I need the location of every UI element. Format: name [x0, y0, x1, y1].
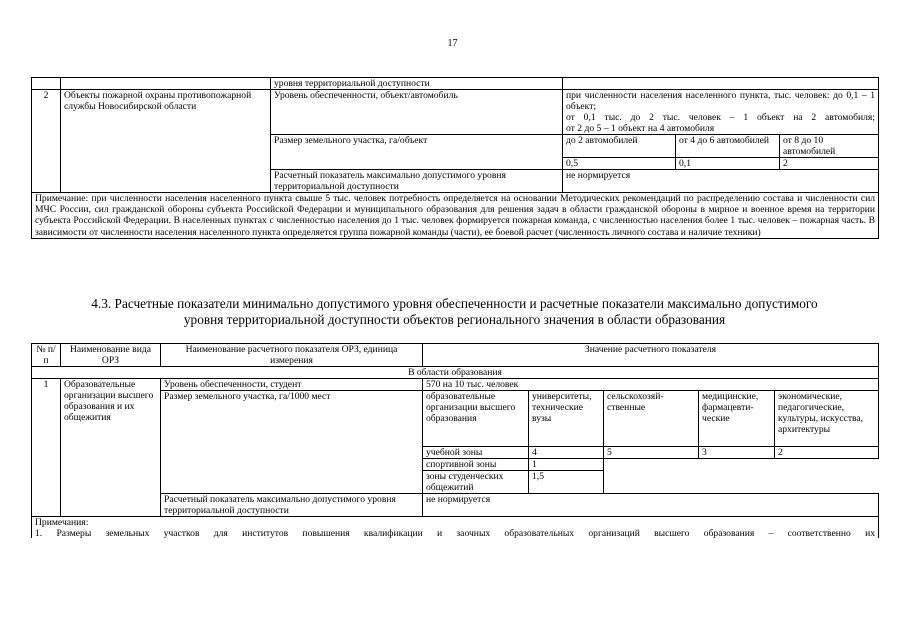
zone-value: 2 — [775, 447, 879, 459]
row-number: 2 — [32, 90, 61, 193]
indicator-cell: уровня территориальной доступности — [271, 78, 563, 90]
type-header: образовательные организации высшего образования — [423, 391, 529, 447]
zone-value: 4 — [529, 447, 604, 459]
note-text: 1. Размеры земельных участков для институтов повышения квалификации и заочных образовательных организаций высшего образования – соответственно их — [35, 528, 875, 539]
zone-value: 1,5 — [529, 471, 604, 494]
header-cell: до 2 автомобилей — [563, 135, 676, 158]
header-name: Наименование вида ОРЗ — [61, 344, 161, 367]
col-header: сельскохозяй-ственные — [604, 391, 699, 447]
zone-name: учебной зоны — [423, 447, 529, 459]
table-row — [32, 78, 879, 90]
header-number: № п/п — [32, 344, 61, 367]
header-cell: от 8 до 10 автомобилей — [780, 135, 879, 158]
value-cell: 570 на 10 тыс. человек — [423, 379, 879, 391]
indicator-cell: Уровень обеспеченности, студент — [161, 379, 423, 391]
indicator-cell: Расчетный показатель максимально допустимого уровня территориальной доступности — [271, 170, 563, 193]
header-indicator: Наименование расчетного показателя ОРЗ, единица измерения — [161, 344, 423, 367]
header-value: Значение расчетного показателя — [423, 344, 879, 367]
zone-value: 5 — [604, 447, 699, 459]
table-header-row — [32, 344, 879, 367]
row-number: 1 — [32, 379, 61, 517]
value-cell: 0,5 — [563, 158, 676, 170]
indicator-cell: Размер земельного участка, га/объект — [271, 135, 563, 170]
object-name: Объекты пожарной охраны противопожарной службы Новосибирской области — [61, 90, 271, 193]
col-header: университеты, технические вузы — [529, 391, 604, 447]
fire-protection-table — [31, 77, 879, 239]
notes-title: Примечания: — [35, 517, 89, 528]
col-header: экономические, педагогические, культуры, искусства, архитектуры — [775, 391, 879, 447]
note-text: Примечание: при численности населения населенного пункта свыше 5 тыс. человек потребность определяется на основании Методических рекомендаций по распределению состава и численности сил МЧС России, сил гражданской обороны субъекта Российской Федерации и муниципального образования для решения задач в области гражданской обороны в мирное и военное время на территории субъекта Российской Федерации. В населенных пунктах с численностью населения до 1 тыс. человек формируется пожарная команда, с численностью населения более 1 тыс. человек – пожарная часть. В зависимости от численности населения населенного пункта определяется группа пожарной команды (части), ее боевой расчет (численность личного состава и наличие техники) — [32, 193, 879, 239]
value-cell: 2 — [780, 158, 879, 170]
group-title: В области образования — [32, 367, 879, 379]
value-cell: при численности населения населенного пункта, тыс. человек: до 0,1 – 1 объект; от 0,1 тыс. до 2 тыс. человек – 1 объект на 2 автомобиля; от 2 до 5 – 1 объект на 4 автомобиля — [563, 90, 879, 135]
zone-value: 1 — [529, 459, 604, 471]
zone-name: спортивной зоны — [423, 459, 529, 471]
zone-name: зоны студенческих общежитий — [423, 471, 529, 494]
notes-cell — [32, 517, 879, 539]
education-table — [31, 343, 879, 538]
indicator-cell: Расчетный показатель максимально допустимого уровня территориальной доступности — [161, 494, 423, 517]
zone-value: 3 — [699, 447, 775, 459]
table-row — [32, 379, 879, 391]
indicator-cell: Уровень обеспеченности, объект/автомобиль — [271, 90, 563, 135]
section-heading: 4.3. Расчетные показатели минимально допустимого уровня обеспеченности и расчетные показатели максимально допустимого уровня территориальной доступности объектов регионального значения в области образования — [91, 296, 818, 327]
value-cell: не нормируется — [423, 494, 879, 517]
object-name: Образовательные организации высшего образования и их общежития — [61, 379, 161, 517]
group-row — [32, 367, 879, 379]
value-cell: не нормируется — [563, 170, 879, 193]
indicator-cell: Размер земельного участка, га/1000 мест — [161, 391, 423, 494]
col-header: медицинские, фармацевти-ческие — [699, 391, 775, 447]
table-row — [32, 90, 879, 135]
notes-row — [32, 517, 879, 539]
table-row — [32, 193, 879, 239]
page-number: 17 — [447, 38, 458, 49]
header-cell: от 4 до 6 автомобилей — [676, 135, 780, 158]
value-cell: 0,1 — [676, 158, 780, 170]
